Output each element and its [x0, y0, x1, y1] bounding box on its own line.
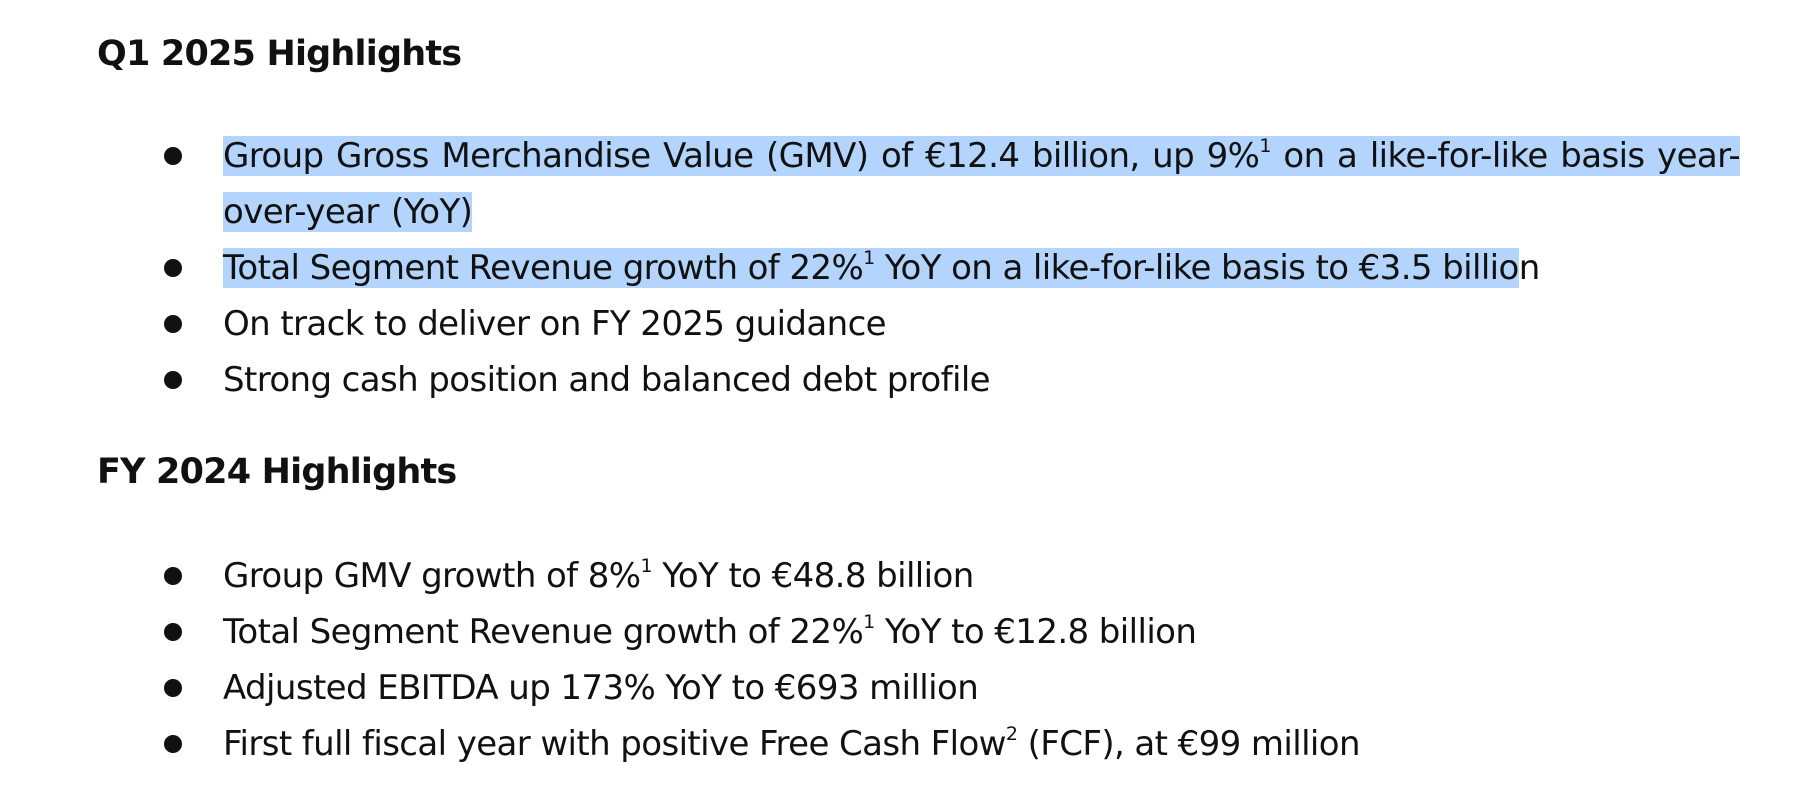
fy-2024-highlights-list [0, 548, 1818, 772]
item-text: First full fiscal year with positive Free Cash Flow [223, 724, 1006, 764]
bullet-icon [164, 735, 182, 753]
list-item-adjusted-ebitda[interactable] [0, 660, 1740, 716]
item-text: on a like-for-like basis year-over-year (YoY) [223, 136, 1740, 232]
footnote-marker: 1 [640, 555, 652, 577]
q1-2025-highlights-list [0, 128, 1818, 408]
item-text: n [1518, 248, 1540, 288]
q1-2025-highlights-heading: Q1 2025 Highlights [97, 34, 462, 74]
footnote-marker: 1 [1259, 135, 1271, 157]
selected-text[interactable] [223, 136, 1740, 232]
bullet-icon [164, 371, 182, 389]
fy-2024-highlights-heading: FY 2024 Highlights [97, 452, 457, 492]
bullet-icon [164, 259, 182, 277]
list-item-fy2025-guidance[interactable] [0, 296, 1740, 352]
item-text: Group Gross Merchandise Value (GMV) of €12.4 billion, up 9% [223, 136, 1260, 176]
bullet-icon [164, 623, 182, 641]
item-text: (FCF), at €99 million [1017, 724, 1360, 764]
footnote-marker: 1 [863, 611, 875, 633]
item-text: YoY to €48.8 billion [652, 556, 974, 596]
bullet-icon [164, 567, 182, 585]
bullet-icon [164, 147, 182, 165]
item-text: On track to deliver on FY 2025 guidance [223, 304, 886, 344]
item-text: YoY on a like-for-like basis to €3.5 billio [874, 248, 1519, 288]
item-text: Total Segment Revenue growth of 22% [223, 612, 864, 652]
bullet-icon [164, 679, 182, 697]
list-item-cash-position[interactable] [0, 352, 1740, 408]
item-text: Strong cash position and balanced debt profile [223, 360, 991, 400]
selected-text[interactable] [223, 248, 1519, 288]
list-item-free-cash-flow[interactable] [0, 716, 1740, 772]
item-text: Group GMV growth of 8% [223, 556, 641, 596]
list-item-group-gmv-fy[interactable] [0, 548, 1740, 604]
footnote-marker: 1 [863, 247, 875, 269]
item-text: Adjusted EBITDA up 173% YoY to €693 million [223, 668, 979, 708]
list-item-segment-revenue-q1[interactable] [0, 240, 1740, 296]
list-item-segment-revenue-fy[interactable] [0, 604, 1740, 660]
item-text: YoY to €12.8 billion [874, 612, 1197, 652]
footnote-marker: 2 [1005, 723, 1018, 745]
list-item-group-gmv-q1[interactable] [0, 128, 1740, 240]
item-text: Total Segment Revenue growth of 22% [223, 248, 864, 288]
bullet-icon [164, 315, 182, 333]
